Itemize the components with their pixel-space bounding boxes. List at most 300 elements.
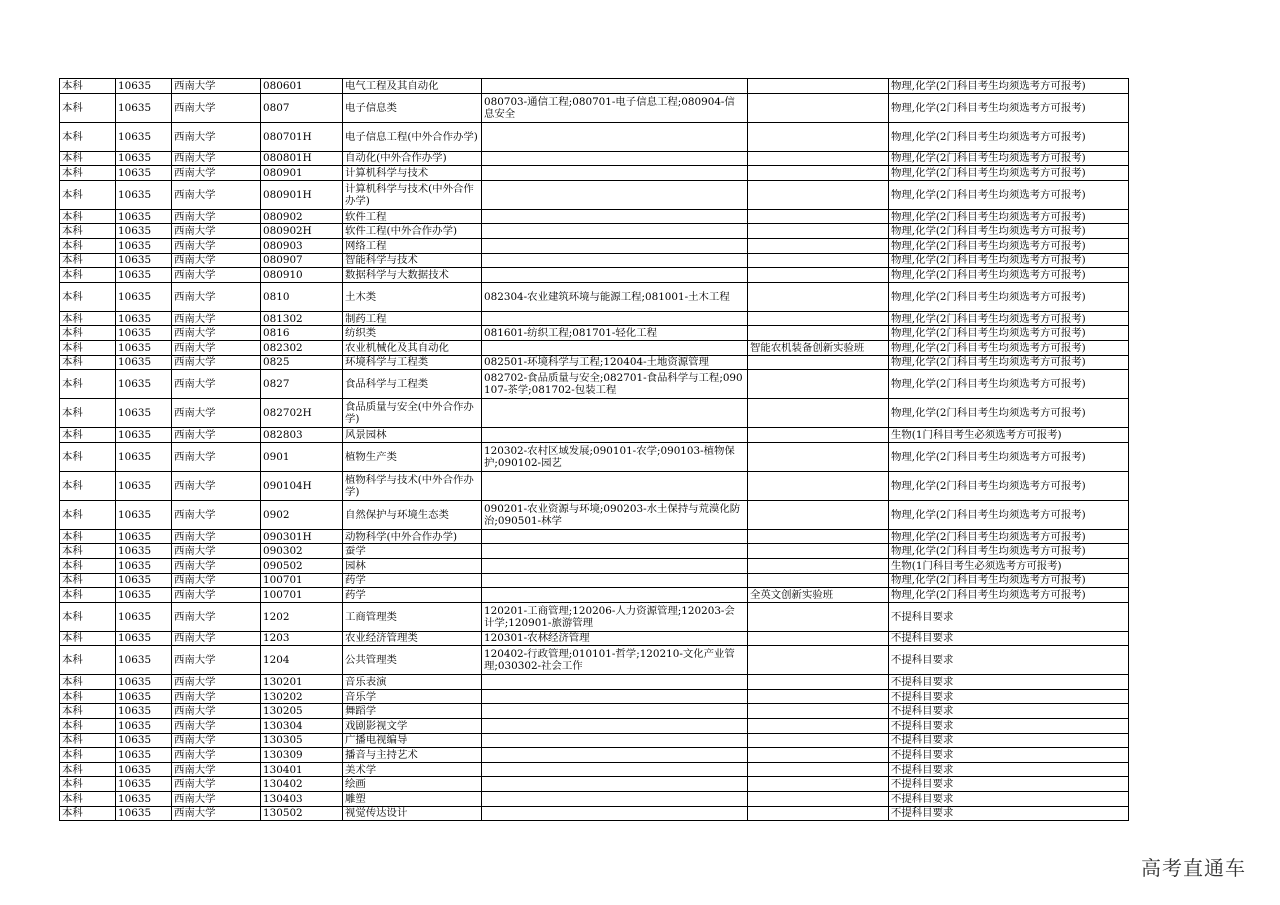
- major-code-cell: 1204: [261, 646, 343, 675]
- level-cell: 本科: [60, 558, 116, 573]
- subject-requirement-cell: 不提科目要求: [889, 777, 1129, 792]
- school-name-cell: 西南大学: [172, 399, 261, 428]
- table-row: [60, 689, 1129, 704]
- notes-cell: [748, 602, 889, 631]
- major-code-cell: 100701: [261, 588, 343, 603]
- level-cell: 本科: [60, 733, 116, 748]
- included-majors-cell: [482, 806, 748, 821]
- major-name-cell: 工商管理类: [343, 602, 482, 631]
- included-majors-cell: [482, 544, 748, 559]
- school-name-cell: 西南大学: [172, 428, 261, 443]
- major-code-cell: 080901H: [261, 180, 343, 209]
- major-code-cell: 130304: [261, 719, 343, 734]
- subject-requirement-cell: 物理,化学(2门科目考生均须选考方可报考): [889, 151, 1129, 166]
- included-majors-cell: [482, 704, 748, 719]
- level-cell: 本科: [60, 602, 116, 631]
- subject-requirement-cell: 不提科目要求: [889, 762, 1129, 777]
- notes-cell: [748, 399, 889, 428]
- school-code-cell: 10635: [116, 529, 172, 544]
- notes-cell: [748, 762, 889, 777]
- major-name-cell: 园林: [343, 558, 482, 573]
- school-name-cell: 西南大学: [172, 311, 261, 326]
- school-name-cell: 西南大学: [172, 573, 261, 588]
- notes-cell: [748, 646, 889, 675]
- major-name-cell: 软件工程(中外合作办学): [343, 224, 482, 239]
- table-row: [60, 253, 1129, 268]
- included-majors-cell: [482, 471, 748, 500]
- included-majors-cell: 082304-农业建筑环境与能源工程;081001-土木工程: [482, 282, 748, 311]
- subject-requirement-cell: 物理,化学(2门科目考生均须选考方可报考): [889, 79, 1129, 94]
- school-code-cell: 10635: [116, 442, 172, 471]
- school-code-cell: 10635: [116, 326, 172, 341]
- table-row: [60, 529, 1129, 544]
- level-cell: 本科: [60, 689, 116, 704]
- school-name-cell: 西南大学: [172, 471, 261, 500]
- admission-requirements-table: [59, 78, 1129, 821]
- school-code-cell: 10635: [116, 180, 172, 209]
- table-row: [60, 777, 1129, 792]
- subject-requirement-cell: 物理,化学(2门科目考生均须选考方可报考): [889, 268, 1129, 283]
- level-cell: 本科: [60, 370, 116, 399]
- included-majors-cell: [482, 340, 748, 355]
- subject-requirement-cell: 物理,化学(2门科目考生均须选考方可报考): [889, 544, 1129, 559]
- table-row: [60, 558, 1129, 573]
- school-name-cell: 西南大学: [172, 122, 261, 151]
- table-row: [60, 675, 1129, 690]
- included-majors-cell: 082501-环境科学与工程;120404-土地资源管理: [482, 355, 748, 370]
- subject-requirement-cell: 生物(1门科目考生必须选考方可报考): [889, 558, 1129, 573]
- major-name-cell: 音乐学: [343, 689, 482, 704]
- included-majors-cell: [482, 268, 748, 283]
- major-code-cell: 130202: [261, 689, 343, 704]
- level-cell: 本科: [60, 151, 116, 166]
- school-code-cell: 10635: [116, 166, 172, 181]
- major-code-cell: 0810: [261, 282, 343, 311]
- major-code-cell: 090302: [261, 544, 343, 559]
- major-code-cell: 130403: [261, 792, 343, 807]
- level-cell: 本科: [60, 253, 116, 268]
- school-name-cell: 西南大学: [172, 224, 261, 239]
- major-code-cell: 0825: [261, 355, 343, 370]
- notes-cell: [748, 777, 889, 792]
- major-code-cell: 1203: [261, 631, 343, 646]
- school-name-cell: 西南大学: [172, 268, 261, 283]
- table-row: [60, 588, 1129, 603]
- notes-cell: [748, 748, 889, 763]
- major-name-cell: 舞蹈学: [343, 704, 482, 719]
- included-majors-cell: [482, 180, 748, 209]
- included-majors-cell: 120302-农村区域发展;090101-农学;090103-植物保护;090102-园艺: [482, 442, 748, 471]
- school-code-cell: 10635: [116, 471, 172, 500]
- school-name-cell: 西南大学: [172, 529, 261, 544]
- major-name-cell: 电子信息工程(中外合作办学): [343, 122, 482, 151]
- major-name-cell: 植物生产类: [343, 442, 482, 471]
- school-name-cell: 西南大学: [172, 370, 261, 399]
- school-name-cell: 西南大学: [172, 93, 261, 122]
- notes-cell: [748, 209, 889, 224]
- level-cell: 本科: [60, 806, 116, 821]
- school-name-cell: 西南大学: [172, 238, 261, 253]
- school-name-cell: 西南大学: [172, 180, 261, 209]
- notes-cell: [748, 631, 889, 646]
- major-name-cell: 数据科学与大数据技术: [343, 268, 482, 283]
- school-code-cell: 10635: [116, 792, 172, 807]
- subject-requirement-cell: 物理,化学(2门科目考生均须选考方可报考): [889, 224, 1129, 239]
- included-majors-cell: [482, 151, 748, 166]
- school-code-cell: 10635: [116, 268, 172, 283]
- school-code-cell: 10635: [116, 428, 172, 443]
- notes-cell: [748, 282, 889, 311]
- school-code-cell: 10635: [116, 500, 172, 529]
- notes-cell: [748, 558, 889, 573]
- school-name-cell: 西南大学: [172, 340, 261, 355]
- included-majors-cell: 120301-农林经济管理: [482, 631, 748, 646]
- level-cell: 本科: [60, 529, 116, 544]
- included-majors-cell: [482, 675, 748, 690]
- level-cell: 本科: [60, 777, 116, 792]
- major-name-cell: 广播电视编导: [343, 733, 482, 748]
- table-row: [60, 224, 1129, 239]
- major-name-cell: 视觉传达设计: [343, 806, 482, 821]
- table-row: [60, 166, 1129, 181]
- level-cell: 本科: [60, 399, 116, 428]
- subject-requirement-cell: 不提科目要求: [889, 675, 1129, 690]
- level-cell: 本科: [60, 122, 116, 151]
- level-cell: 本科: [60, 762, 116, 777]
- table-row: [60, 370, 1129, 399]
- school-name-cell: 西南大学: [172, 602, 261, 631]
- subject-requirement-cell: 物理,化学(2门科目考生均须选考方可报考): [889, 529, 1129, 544]
- included-majors-cell: [482, 311, 748, 326]
- notes-cell: [748, 529, 889, 544]
- table-row: [60, 268, 1129, 283]
- major-name-cell: 网络工程: [343, 238, 482, 253]
- included-majors-cell: 082702-食品质量与安全;082701-食品科学与工程;090107-茶学;081702-包装工程: [482, 370, 748, 399]
- included-majors-cell: [482, 253, 748, 268]
- major-code-cell: 080601: [261, 79, 343, 94]
- notes-cell: [748, 370, 889, 399]
- subject-requirement-cell: 物理,化学(2门科目考生均须选考方可报考): [889, 471, 1129, 500]
- school-code-cell: 10635: [116, 282, 172, 311]
- level-cell: 本科: [60, 326, 116, 341]
- major-code-cell: 0901: [261, 442, 343, 471]
- notes-cell: [748, 544, 889, 559]
- table-row: [60, 500, 1129, 529]
- level-cell: 本科: [60, 282, 116, 311]
- table-row: [60, 544, 1129, 559]
- subject-requirement-cell: 物理,化学(2门科目考生均须选考方可报考): [889, 122, 1129, 151]
- major-name-cell: 环境科学与工程类: [343, 355, 482, 370]
- included-majors-cell: [482, 428, 748, 443]
- level-cell: 本科: [60, 631, 116, 646]
- major-name-cell: 制药工程: [343, 311, 482, 326]
- included-majors-cell: [482, 733, 748, 748]
- school-name-cell: 西南大学: [172, 355, 261, 370]
- major-code-cell: 080801H: [261, 151, 343, 166]
- major-code-cell: 081302: [261, 311, 343, 326]
- school-name-cell: 西南大学: [172, 631, 261, 646]
- table-row: [60, 355, 1129, 370]
- table-row: [60, 180, 1129, 209]
- school-name-cell: 西南大学: [172, 79, 261, 94]
- major-code-cell: 090301H: [261, 529, 343, 544]
- table-row: [60, 428, 1129, 443]
- notes-cell: [748, 238, 889, 253]
- school-name-cell: 西南大学: [172, 442, 261, 471]
- table-row: [60, 311, 1129, 326]
- table-row: [60, 471, 1129, 500]
- major-name-cell: 软件工程: [343, 209, 482, 224]
- table-row: [60, 631, 1129, 646]
- major-code-cell: 080907: [261, 253, 343, 268]
- subject-requirement-cell: 物理,化学(2门科目考生均须选考方可报考): [889, 355, 1129, 370]
- notes-cell: [748, 79, 889, 94]
- notes-cell: [748, 704, 889, 719]
- level-cell: 本科: [60, 79, 116, 94]
- school-code-cell: 10635: [116, 675, 172, 690]
- school-name-cell: 西南大学: [172, 588, 261, 603]
- school-code-cell: 10635: [116, 311, 172, 326]
- major-name-cell: 戏剧影视文学: [343, 719, 482, 734]
- major-name-cell: 自然保护与环境生态类: [343, 500, 482, 529]
- school-code-cell: 10635: [116, 544, 172, 559]
- notes-cell: [748, 166, 889, 181]
- level-cell: 本科: [60, 675, 116, 690]
- school-code-cell: 10635: [116, 646, 172, 675]
- notes-cell: [748, 675, 889, 690]
- major-name-cell: 电气工程及其自动化: [343, 79, 482, 94]
- school-name-cell: 西南大学: [172, 166, 261, 181]
- major-code-cell: 0827: [261, 370, 343, 399]
- included-majors-cell: 120402-行政管理;010101-哲学;120210-文化产业管理;030302-社会工作: [482, 646, 748, 675]
- table-row: [60, 719, 1129, 734]
- included-majors-cell: [482, 166, 748, 181]
- school-code-cell: 10635: [116, 704, 172, 719]
- included-majors-cell: [482, 588, 748, 603]
- school-name-cell: 西南大学: [172, 646, 261, 675]
- major-name-cell: 食品科学与工程类: [343, 370, 482, 399]
- level-cell: 本科: [60, 792, 116, 807]
- table-row: [60, 282, 1129, 311]
- notes-cell: [748, 180, 889, 209]
- notes-cell: [748, 471, 889, 500]
- major-code-cell: 130402: [261, 777, 343, 792]
- included-majors-cell: [482, 122, 748, 151]
- major-name-cell: 风景园林: [343, 428, 482, 443]
- major-code-cell: 0902: [261, 500, 343, 529]
- school-code-cell: 10635: [116, 209, 172, 224]
- notes-cell: [748, 689, 889, 704]
- table-row: [60, 238, 1129, 253]
- included-majors-cell: 080703-通信工程;080701-电子信息工程;080904-信息安全: [482, 93, 748, 122]
- school-code-cell: 10635: [116, 151, 172, 166]
- school-code-cell: 10635: [116, 558, 172, 573]
- major-name-cell: 雕塑: [343, 792, 482, 807]
- major-code-cell: 090104H: [261, 471, 343, 500]
- major-code-cell: 130502: [261, 806, 343, 821]
- level-cell: 本科: [60, 588, 116, 603]
- table-row: [60, 93, 1129, 122]
- level-cell: 本科: [60, 704, 116, 719]
- school-code-cell: 10635: [116, 631, 172, 646]
- school-code-cell: 10635: [116, 748, 172, 763]
- school-name-cell: 西南大学: [172, 558, 261, 573]
- subject-requirement-cell: 不提科目要求: [889, 806, 1129, 821]
- table-row: [60, 442, 1129, 471]
- notes-cell: [748, 719, 889, 734]
- school-code-cell: 10635: [116, 762, 172, 777]
- table-row: [60, 122, 1129, 151]
- school-name-cell: 西南大学: [172, 762, 261, 777]
- table-row: [60, 762, 1129, 777]
- notes-cell: [748, 93, 889, 122]
- included-majors-cell: 120201-工商管理;120206-人力资源管理;120203-会计学;120901-旅游管理: [482, 602, 748, 631]
- table-row: [60, 646, 1129, 675]
- included-majors-cell: [482, 224, 748, 239]
- school-name-cell: 西南大学: [172, 500, 261, 529]
- subject-requirement-cell: 物理,化学(2门科目考生均须选考方可报考): [889, 282, 1129, 311]
- major-code-cell: 080901: [261, 166, 343, 181]
- major-code-cell: 0816: [261, 326, 343, 341]
- school-code-cell: 10635: [116, 719, 172, 734]
- table-row: [60, 151, 1129, 166]
- table-row: [60, 399, 1129, 428]
- watermark-text: 高考直通车: [1141, 856, 1246, 880]
- notes-cell: [748, 442, 889, 471]
- school-code-cell: 10635: [116, 253, 172, 268]
- level-cell: 本科: [60, 719, 116, 734]
- school-code-cell: 10635: [116, 93, 172, 122]
- school-code-cell: 10635: [116, 806, 172, 821]
- notes-cell: 全英文创新实验班: [748, 588, 889, 603]
- subject-requirement-cell: 物理,化学(2门科目考生均须选考方可报考): [889, 588, 1129, 603]
- major-code-cell: 130401: [261, 762, 343, 777]
- notes-cell: [748, 733, 889, 748]
- school-name-cell: 西南大学: [172, 806, 261, 821]
- level-cell: 本科: [60, 646, 116, 675]
- major-name-cell: 计算机科学与技术(中外合作办学): [343, 180, 482, 209]
- school-code-cell: 10635: [116, 689, 172, 704]
- school-code-cell: 10635: [116, 399, 172, 428]
- table-row: [60, 602, 1129, 631]
- included-majors-cell: [482, 719, 748, 734]
- major-name-cell: 绘画: [343, 777, 482, 792]
- table-row: [60, 704, 1129, 719]
- level-cell: 本科: [60, 573, 116, 588]
- level-cell: 本科: [60, 340, 116, 355]
- notes-cell: [748, 355, 889, 370]
- included-majors-cell: [482, 209, 748, 224]
- major-name-cell: 美术学: [343, 762, 482, 777]
- school-name-cell: 西南大学: [172, 544, 261, 559]
- included-majors-cell: [482, 399, 748, 428]
- major-code-cell: 080902: [261, 209, 343, 224]
- major-name-cell: 音乐表演: [343, 675, 482, 690]
- major-code-cell: 0807: [261, 93, 343, 122]
- included-majors-cell: [482, 79, 748, 94]
- included-majors-cell: [482, 748, 748, 763]
- table-row: [60, 748, 1129, 763]
- major-code-cell: 130205: [261, 704, 343, 719]
- school-code-cell: 10635: [116, 224, 172, 239]
- subject-requirement-cell: 物理,化学(2门科目考生均须选考方可报考): [889, 209, 1129, 224]
- school-name-cell: 西南大学: [172, 151, 261, 166]
- school-name-cell: 西南大学: [172, 253, 261, 268]
- notes-cell: [748, 224, 889, 239]
- included-majors-cell: [482, 762, 748, 777]
- subject-requirement-cell: 物理,化学(2门科目考生均须选考方可报考): [889, 180, 1129, 209]
- major-name-cell: 药学: [343, 588, 482, 603]
- school-name-cell: 西南大学: [172, 326, 261, 341]
- school-name-cell: 西南大学: [172, 719, 261, 734]
- subject-requirement-cell: 不提科目要求: [889, 646, 1129, 675]
- level-cell: 本科: [60, 355, 116, 370]
- subject-requirement-cell: 物理,化学(2门科目考生均须选考方可报考): [889, 340, 1129, 355]
- major-name-cell: 公共管理类: [343, 646, 482, 675]
- subject-requirement-cell: 物理,化学(2门科目考生均须选考方可报考): [889, 253, 1129, 268]
- level-cell: 本科: [60, 748, 116, 763]
- level-cell: 本科: [60, 500, 116, 529]
- major-code-cell: 082302: [261, 340, 343, 355]
- level-cell: 本科: [60, 544, 116, 559]
- table-row: [60, 340, 1129, 355]
- subject-requirement-cell: 物理,化学(2门科目考生均须选考方可报考): [889, 573, 1129, 588]
- subject-requirement-cell: 不提科目要求: [889, 704, 1129, 719]
- notes-cell: [748, 151, 889, 166]
- school-code-cell: 10635: [116, 573, 172, 588]
- school-code-cell: 10635: [116, 340, 172, 355]
- level-cell: 本科: [60, 180, 116, 209]
- subject-requirement-cell: 不提科目要求: [889, 631, 1129, 646]
- major-name-cell: 计算机科学与技术: [343, 166, 482, 181]
- level-cell: 本科: [60, 428, 116, 443]
- notes-cell: [748, 326, 889, 341]
- school-code-cell: 10635: [116, 238, 172, 253]
- subject-requirement-cell: 不提科目要求: [889, 719, 1129, 734]
- subject-requirement-cell: 不提科目要求: [889, 602, 1129, 631]
- major-code-cell: 130201: [261, 675, 343, 690]
- subject-requirement-cell: 不提科目要求: [889, 689, 1129, 704]
- major-name-cell: 土木类: [343, 282, 482, 311]
- notes-cell: [748, 428, 889, 443]
- major-name-cell: 自动化(中外合作办学): [343, 151, 482, 166]
- table-row: [60, 79, 1129, 94]
- major-name-cell: 食品质量与安全(中外合作办学): [343, 399, 482, 428]
- included-majors-cell: 090201-农业资源与环境;090203-水土保持与荒漠化防治;090501-林学: [482, 500, 748, 529]
- notes-cell: [748, 573, 889, 588]
- table-row: [60, 792, 1129, 807]
- major-name-cell: 农业机械化及其自动化: [343, 340, 482, 355]
- notes-cell: [748, 253, 889, 268]
- notes-cell: [748, 268, 889, 283]
- subject-requirement-cell: 物理,化学(2门科目考生均须选考方可报考): [889, 326, 1129, 341]
- major-name-cell: 农业经济管理类: [343, 631, 482, 646]
- included-majors-cell: [482, 558, 748, 573]
- major-code-cell: 080903: [261, 238, 343, 253]
- notes-cell: [748, 122, 889, 151]
- level-cell: 本科: [60, 224, 116, 239]
- subject-requirement-cell: 物理,化学(2门科目考生均须选考方可报考): [889, 238, 1129, 253]
- notes-cell: [748, 311, 889, 326]
- school-code-cell: 10635: [116, 602, 172, 631]
- major-code-cell: 130309: [261, 748, 343, 763]
- major-code-cell: 090502: [261, 558, 343, 573]
- included-majors-cell: [482, 792, 748, 807]
- school-code-cell: 10635: [116, 733, 172, 748]
- subject-requirement-cell: 生物(1门科目考生必须选考方可报考): [889, 428, 1129, 443]
- table-row: [60, 573, 1129, 588]
- included-majors-cell: [482, 238, 748, 253]
